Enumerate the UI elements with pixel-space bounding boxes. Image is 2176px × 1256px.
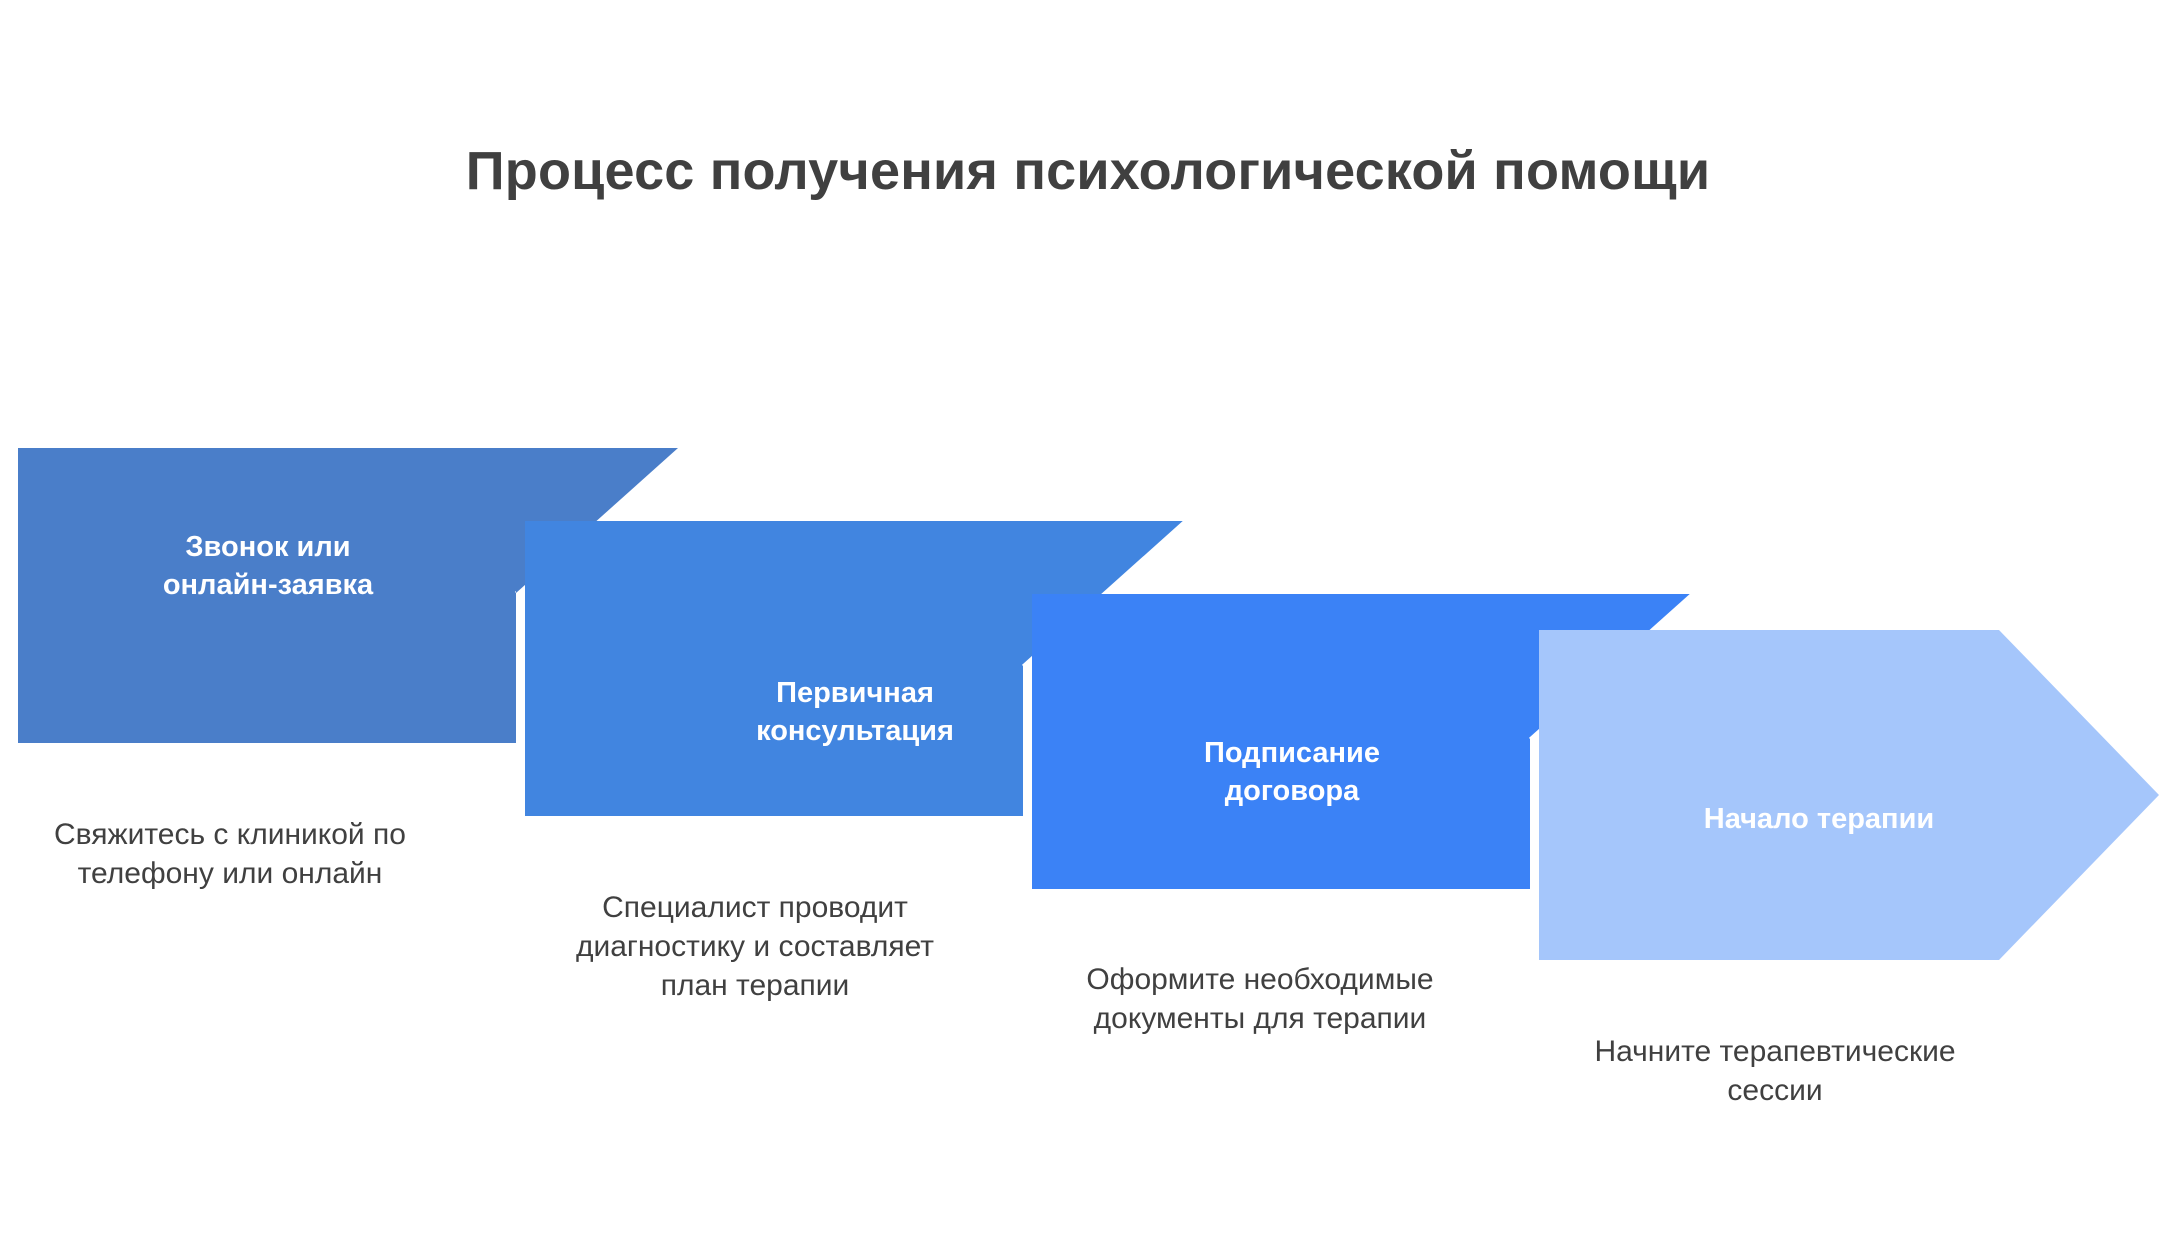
step-1-label-line2: онлайн-заявка (162, 569, 374, 602)
step-1-label-line1: Звонок или (185, 531, 351, 563)
step-2-description: Специалист проводит диагностику и составляет план терапии (575, 891, 935, 1002)
page-title: Процесс получения психологической помощи (465, 141, 1711, 201)
step-2-label-line2: консультация (756, 715, 954, 748)
step-3-description: Оформите необходимые документы для терапии (1086, 963, 1434, 1035)
step-2-label-line1: Первичная (776, 677, 934, 709)
step-4-description: Начните терапевтические сессии (1594, 1035, 1956, 1107)
step-3-label-line1: Подписание (1203, 737, 1380, 769)
step-1-description: Свяжитесь с клиникой по телефону или онлайн (54, 818, 406, 890)
step-4-arrow-shape (1539, 630, 2159, 960)
step-3-label-line2: договора (1224, 775, 1360, 808)
process-step-4[interactable] (1539, 630, 2159, 960)
step-4-label-line1: Начало терапии (1703, 803, 1935, 835)
